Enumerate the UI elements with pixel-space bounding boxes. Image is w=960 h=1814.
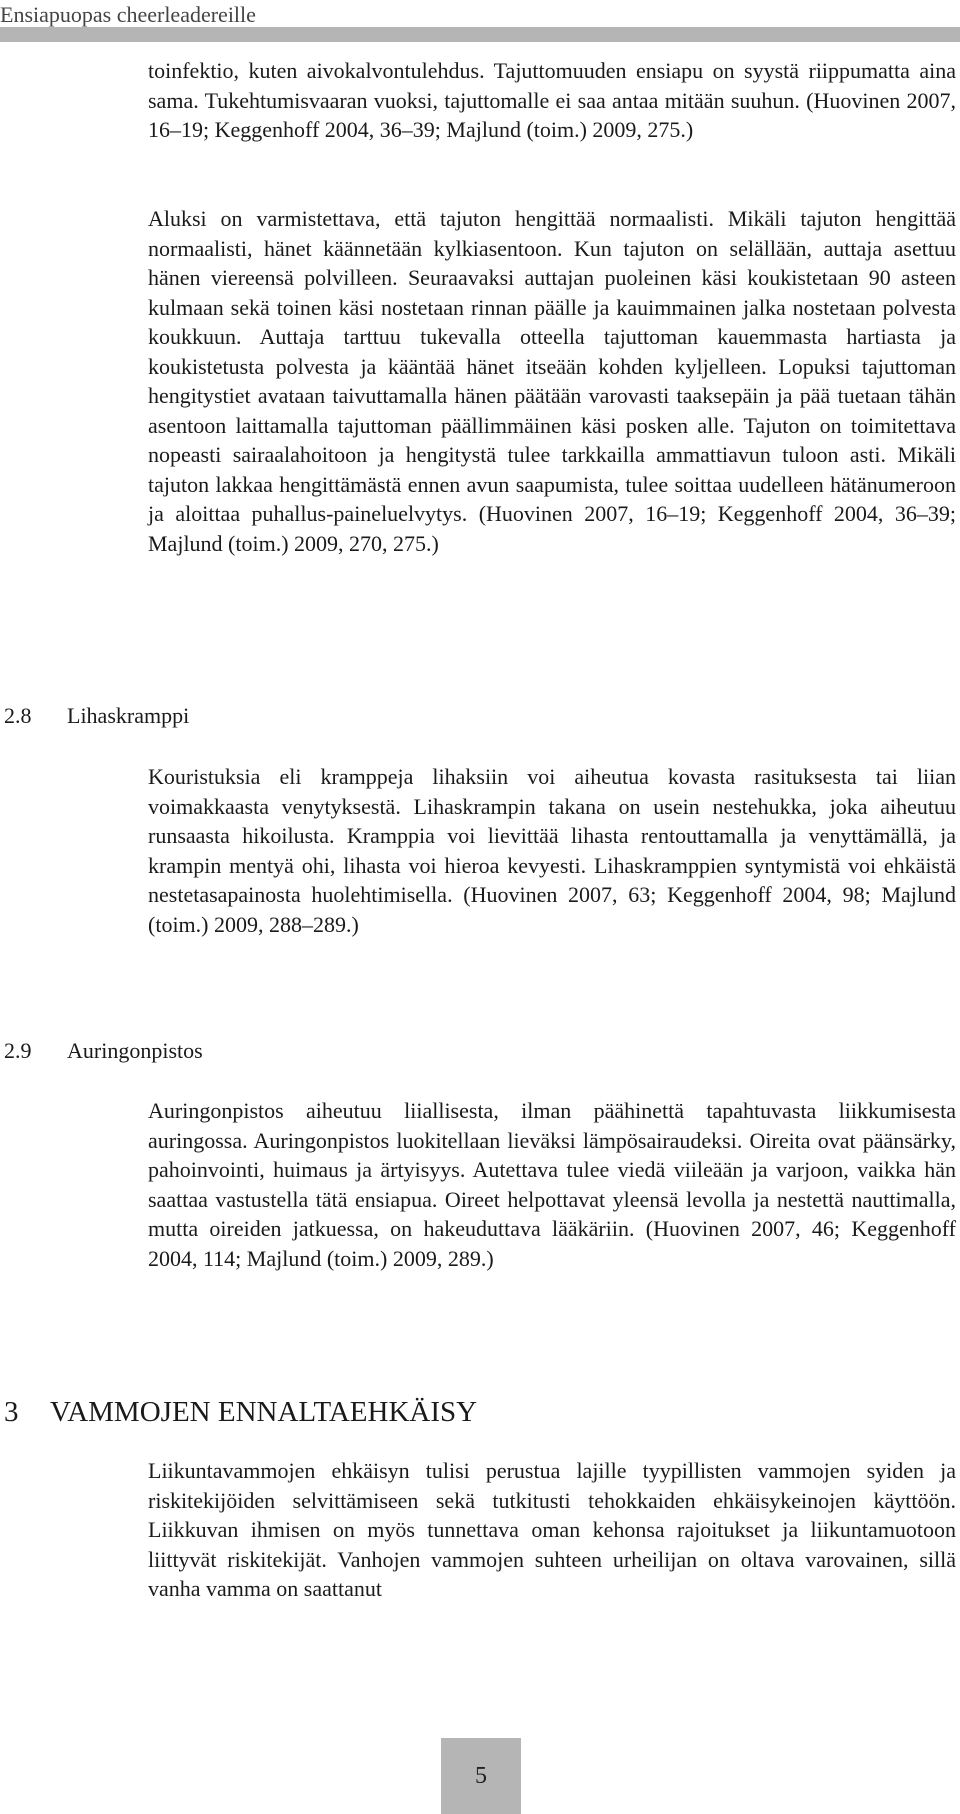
chapter-title: VAMMOJEN ENNALTAEHKÄISY (50, 1396, 478, 1428)
paragraph-injury-prevention: Liikuntavammojen ehkäisyn tulisi perustua lajille tyypillisten vammojen syiden ja riskitekijöiden selvittämiseen sekä tutkitusti tehokkaiden ehkäisykeinojen käyttöön. Liikkuvan ihmisen on myös tunnettava oman kehonsa rajoitukset ja liikuntamuotoon liittyvät riskitekijät. Vanhojen vammojen suhteen urheilijan on oltava varovainen, sillä vanha vamma on saattanut (148, 1458, 956, 1601)
section-title-auringonpistos: Auringonpistos (67, 1038, 203, 1063)
paragraph-recovery-position: Aluksi on varmistettava, että tajuton hengittää normaalisti. Mikäli tajuton hengittää normaalisti, hänet käännetään kylkiasentoon. Kun tajuton on selällään, auttaja asettuu hänen viereensä polvilleen. Seuraavaksi auttajan puoleinen käsi koukistetaan 90 asteen kulmaan sekä toinen käsi nostetaan rinnan päälle ja kauimmainen jalka nostetaan polvesta koukkuun. Auttaja tarttuu tukevalla otteella tajuttoman kauemmasta hartiasta ja koukistetusta polvesta ja kääntää hänet itseään kohden kyljelleen. Lopuksi tajuttoman hengitystiet avataan taivuttamalla hänen päätään varovasti taaksepäin ja pää tuetaan tähän asentoon laittamalla tajuttoman päällimmäinen käsi posken alle. Tajuton on toimitettava nopeasti sairaalahoitoon ja hengitystä tulee tarkkailla ammattiavun tuloon asti. Mikäli tajuton lakkaa hengittämästä ennen avun saapumista, tulee soittaa uudelleen hätänumeroon ja aloittaa puhallus-paineluelvytys. (Huovinen 2007, 16–19; Keggenhoff 2004, 36–39; Majlund (toim.) 2009, 270, 275.) (148, 206, 956, 556)
page-number-box (441, 1738, 521, 1814)
chapter-number-3: 3 (4, 1396, 19, 1428)
page-number: 5 (475, 1762, 487, 1789)
header-rule (0, 27, 960, 42)
running-header-title: Ensiapuopas cheerleadereille (0, 2, 256, 27)
section-title-lihaskramppi: Lihaskramppi (67, 703, 190, 728)
section-number-2-8: 2.8 (4, 703, 32, 728)
section-number-2-9: 2.9 (4, 1038, 32, 1063)
paragraph-sunstroke: Auringonpistos aiheutuu liiallisesta, ilman päähinettä tapahtuvasta liikkumisesta auringossa. Auringonpistos luokitellaan lieväksi lämpösairaudeksi. Oireita ovat päänsärky, pahoinvointi, huimaus ja ärtyisyys. Autettava tulee viedä viileään ja varjoon, vaikka hän saattaa vastustella tätä ensiapua. Oireet helpottavat yleensä levolla ja nestettä nauttimalla, mutta oireiden jatkuessa, on hakeuduttava lääkäriin. (Huovinen 2007, 46; Keggenhoff 2004, 114; Majlund (toim.) 2009, 289.) (148, 1098, 956, 1271)
paragraph-unconsciousness-cont: toinfektio, kuten aivokalvontulehdus. Tajuttomuuden ensiapu on syystä riippumatta aina sama. Tukehtumisvaaran vuoksi, tajuttomalle ei saa antaa mitään suuhun. (Huovinen 2007, 16–19; Keggenhoff 2004, 36–39; Majlund (toim.) 2009, 275.) (148, 58, 956, 142)
paragraph-muscle-cramp: Kouristuksia eli kramppeja lihaksiin voi aiheutua kovasta rasituksesta tai liian voimakkaasta venytyksestä. Lihaskrampin takana on usein nestehukka, joka aiheutuu runsaasta hikoilusta. Kramppia voi lievittää lihasta rentouttamalla ja venyttämällä, ja krampin mentyä ohi, lihasta voi hieroa kevyesti. Lihaskramppien syntymistä voi ehkäistä nestetasapainosta huolehtimisella. (Huovinen 2007, 63; Keggenhoff 2004, 98; Majlund (toim.) 2009, 288–289.) (148, 764, 956, 937)
